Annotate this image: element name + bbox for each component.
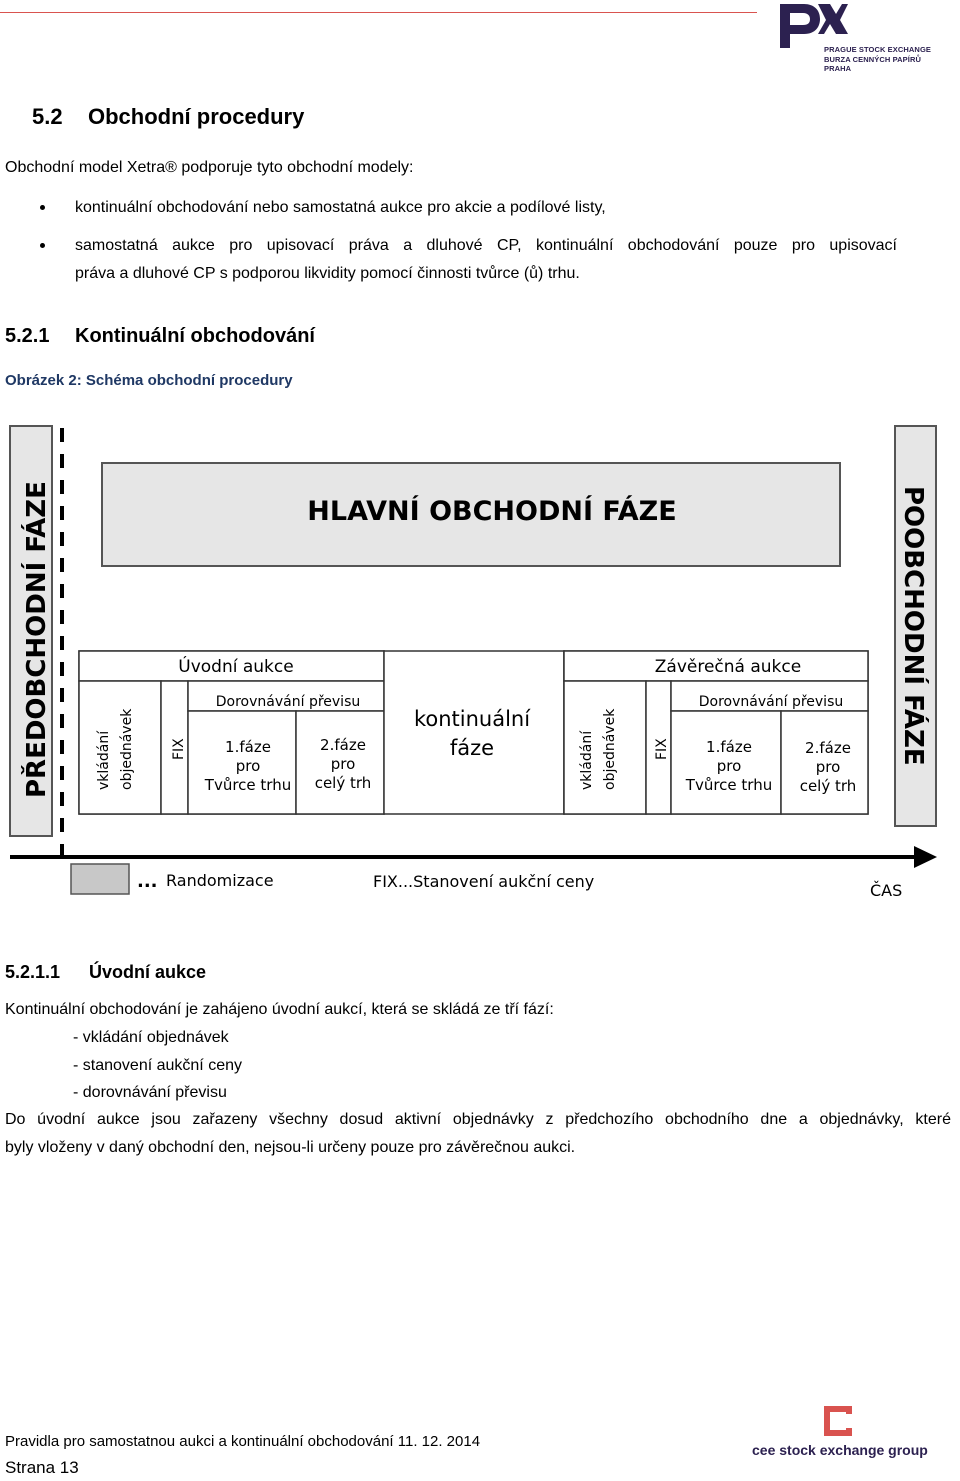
closing-phase2-l1: 2.fáze — [805, 739, 851, 757]
opening-order-entry-1: vkládání — [96, 730, 112, 790]
section-title: Obchodní procedury — [88, 104, 305, 129]
trading-procedure-diagram — [0, 420, 960, 910]
section-intro: Obchodní model Xetra® podporuje tyto obchodní modely: — [5, 159, 414, 176]
cee-logo — [752, 1400, 932, 1470]
opening-fix-label: FIX — [171, 738, 187, 760]
main-phase-label: HLAVNÍ OBCHODNÍ FÁZE — [307, 496, 677, 527]
post-phase-label: POOBCHODNÍ FÁZE — [898, 486, 928, 766]
section-number: 5.2 — [32, 104, 63, 129]
closing-order-entry-2: objednávek — [602, 708, 618, 790]
phase-item-2: - stanovení aukční ceny — [73, 1057, 242, 1074]
cee-logo-icon — [820, 1402, 860, 1442]
opening-phase2-l1: 2.fáze — [320, 736, 366, 754]
px-logo-icon — [778, 0, 848, 50]
paragraph-line1: Do úvodní aukce jsou zařazeny všechny dosud aktivní objednávky z předchozího obchodního dne a objednávky, které — [5, 1111, 951, 1128]
opening-phase2-l2: pro — [330, 755, 356, 773]
subsubsection-lead: Kontinuální obchodování je zahájeno úvodní aukcí, která se skládá ze tří fází: — [5, 1001, 554, 1018]
cee-logo-text: cee stock exchange group — [752, 1442, 928, 1458]
time-label: ČAS — [870, 881, 903, 900]
bullet-2-dot — [40, 243, 45, 248]
opening-phase1-l3: Tvůrce trhu — [204, 776, 292, 794]
continuous-label-1: kontinuální — [413, 707, 531, 731]
continuous-phase-box — [384, 651, 564, 814]
closing-phase1-l3: Tvůrce trhu — [685, 776, 773, 794]
bullet-1-dot — [40, 205, 45, 210]
opening-surplus-label: Dorovnávání převisu — [215, 694, 361, 710]
closing-fix-label: FIX — [654, 738, 670, 760]
px-logo — [778, 0, 948, 73]
phase-item-3: - dorovnávání převisu — [73, 1084, 227, 1101]
subsubsection-title: Úvodní aukce — [89, 962, 207, 982]
opening-phase1-l2: pro — [235, 757, 261, 775]
legend-fix-label: FIX...Stanovení aukční ceny — [373, 872, 595, 891]
bullet-1: kontinuální obchodování nebo samostatná aukce pro akcie a podílové listy, — [75, 199, 606, 216]
legend-random-swatch — [71, 864, 129, 894]
subsubsection-heading — [5, 962, 206, 983]
subsection-number: 5.2.1 — [5, 325, 50, 347]
closing-surplus-label: Dorovnávání převisu — [698, 694, 844, 710]
subsubsection-number: 5.2.1.1 — [5, 962, 61, 982]
header-rule — [0, 12, 757, 13]
continuous-label-2: fáze — [449, 736, 495, 760]
opening-auction-title: Úvodní aukce — [178, 657, 294, 677]
opening-phase2-l3: celý trh — [314, 774, 372, 792]
closing-auction-block — [564, 651, 868, 814]
phase-item-1: - vkládání objednávek — [73, 1029, 229, 1046]
opening-phase1-l1: 1.fáze — [225, 738, 271, 756]
bullet-2-line1: samostatná aukce pro upisovací práva a dluhové CP, kontinuální obchodování pouze pro upisovací — [75, 237, 897, 254]
subsection-heading — [5, 325, 315, 348]
legend-dots: ... — [137, 871, 158, 892]
opening-auction-block — [79, 651, 384, 814]
closing-order-entry-1: vkládání — [579, 730, 595, 790]
subsection-title: Kontinuální obchodování — [75, 325, 315, 347]
px-logo-line2: BURZA CENNÝCH PAPÍRŮ PRAHA — [824, 55, 922, 73]
opening-order-entry-2: objednávek — [119, 708, 135, 790]
closing-phase1-l2: pro — [716, 757, 742, 775]
section-heading — [32, 104, 304, 130]
bullet-2-line2: práva a dluhové CP s podporou likvidity pomocí činnosti tvůrce (ů) trhu. — [75, 265, 580, 282]
closing-phase1-l1: 1.fáze — [706, 738, 752, 756]
diagram-svg — [0, 420, 960, 910]
footer-page-number: Strana 13 — [5, 1458, 79, 1477]
pre-phase-label: PŘEDOBCHODNÍ FÁZE — [22, 481, 52, 798]
closing-auction-title: Závěrečná aukce — [654, 657, 802, 677]
figure-caption: Obrázek 2: Schéma obchodní procedury — [5, 372, 293, 389]
closing-phase2-l3: celý trh — [799, 777, 857, 795]
footer-doc-title: Pravidla pro samostatnou aukci a kontinuální obchodování 11. 12. 2014 — [5, 1433, 481, 1450]
time-axis-arrowhead — [914, 846, 937, 868]
closing-phase2-l2: pro — [815, 758, 841, 776]
legend-random-label: Randomizace — [166, 871, 274, 890]
px-logo-line1: PRAGUE STOCK EXCHANGE — [824, 45, 931, 54]
paragraph-line2: byly vloženy v daný obchodní den, nejsou-li určeny pouze pro závěrečnou aukci. — [5, 1139, 576, 1156]
